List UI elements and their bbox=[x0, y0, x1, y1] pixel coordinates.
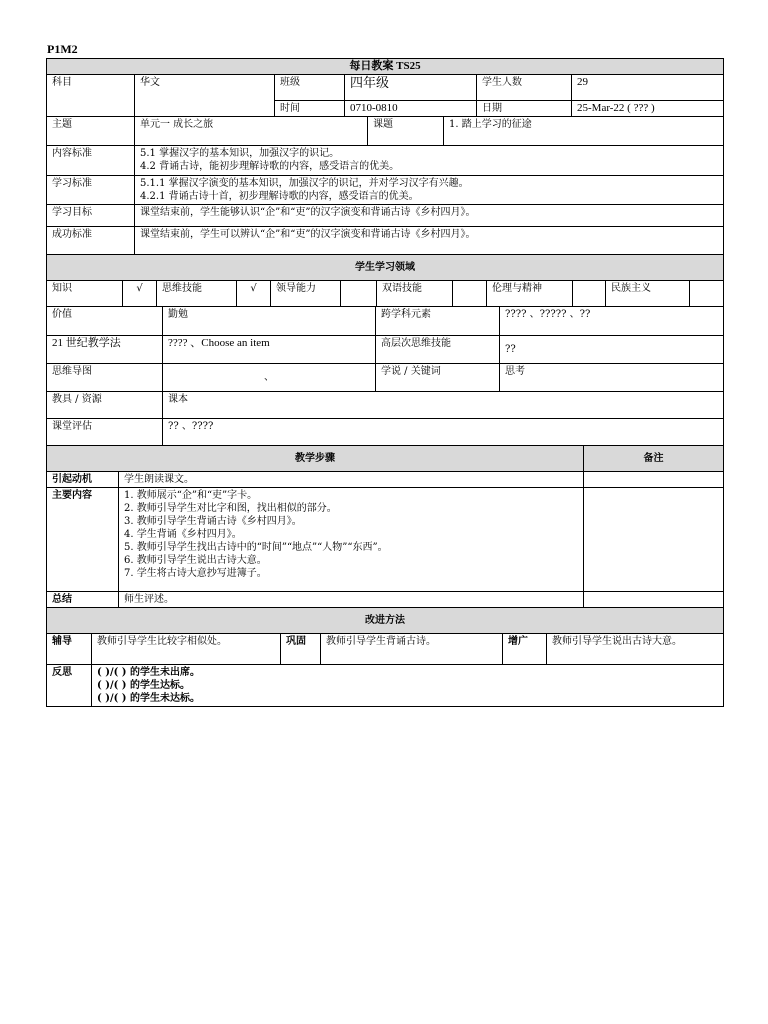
subject-value[interactable]: 华文 bbox=[135, 75, 275, 117]
content-standard-value[interactable] bbox=[135, 145, 724, 175]
enrichment-label: 增广 bbox=[503, 634, 547, 664]
time-label: 时间 bbox=[275, 101, 345, 117]
theme-label: 主题 bbox=[47, 117, 135, 145]
content-standard-line: 4.2 背诵古诗，能初步理解诗歌的内容，感受语言的优美。 bbox=[140, 160, 400, 172]
domain-label-bilingual: 双语技能 bbox=[377, 281, 453, 307]
improvement-table bbox=[46, 634, 724, 707]
reflection-value[interactable] bbox=[92, 664, 724, 706]
learning-standard-line: 4.2.1 背诵古诗十首，初步理解诗歌的内容，感受语言的优美。 bbox=[140, 190, 419, 202]
main-step: 6. 教师引导学生说出古诗大意。 bbox=[124, 555, 267, 566]
theme-value[interactable]: 单元一 成长之旅 bbox=[135, 117, 368, 145]
theory-label: 学说 / 关键词 bbox=[376, 363, 500, 391]
success-criteria-label: 成功标准 bbox=[47, 226, 135, 254]
summary-label: 总结 bbox=[47, 592, 119, 608]
values-label: 价值 bbox=[47, 307, 163, 335]
hots-label: 高层次思维技能 bbox=[376, 335, 500, 363]
intro-remarks[interactable] bbox=[584, 472, 724, 488]
content-standard-line: 5.1 掌握汉字的基本知识，加强汉字的识记。 bbox=[140, 147, 340, 159]
reinforcement-label: 巩固 bbox=[281, 634, 321, 664]
remedial-label: 辅导 bbox=[47, 634, 92, 664]
main-step: 7. 学生将古诗大意抄写进簿子。 bbox=[124, 568, 267, 579]
learning-standard-label: 学习标准 bbox=[47, 175, 135, 204]
assessment-label: 课堂评估 bbox=[47, 418, 163, 445]
intro-value[interactable]: 学生朗读课文。 bbox=[119, 472, 584, 488]
document-id: P1M2 bbox=[47, 42, 78, 56]
steps-table bbox=[46, 446, 724, 635]
domain-check-thinking[interactable]: √ bbox=[237, 281, 271, 307]
main-content-value[interactable] bbox=[119, 488, 584, 592]
reinforcement-value[interactable]: 教师引导学生背诵古诗。 bbox=[321, 634, 503, 664]
intro-label: 引起动机 bbox=[47, 472, 119, 488]
main-step: 4. 学生背诵《乡村四月》。 bbox=[124, 529, 242, 540]
main-step: 3. 教师引导学生背诵古诗《乡村四月》。 bbox=[124, 516, 302, 527]
summary-remarks[interactable] bbox=[584, 592, 724, 608]
domain-label-nationalism: 民族主义 bbox=[606, 281, 690, 307]
student-count-label: 学生人数 bbox=[477, 75, 572, 101]
values-value[interactable]: 勤勉 bbox=[163, 307, 376, 335]
objective-value[interactable]: 课堂结束前，学生能够认识“企”和“吏”的汉字演变和背诵古诗《乡村四月》。 bbox=[135, 204, 724, 226]
steps-header: 教学步骤 bbox=[47, 446, 584, 472]
learning-standard-line: 5.1.1 掌握汉字演变的基本知识，加强汉字的识记，并对学习汉字有兴趣。 bbox=[140, 177, 469, 189]
content-standard-label: 内容标准 bbox=[47, 145, 135, 175]
lesson-value[interactable]: 1. 踏上学习的征途 bbox=[444, 117, 724, 145]
resources-label: 教具 / 资源 bbox=[47, 391, 163, 418]
domain-check-nationalism[interactable] bbox=[690, 281, 724, 307]
lesson-label: 课题 bbox=[368, 117, 444, 145]
domain-label-ethics: 伦理与精神 bbox=[487, 281, 573, 307]
mind-map-label: 思维导图 bbox=[47, 363, 163, 391]
reflection-line: ( )/( ) 的学生未达标。 bbox=[97, 692, 201, 704]
student-count-value[interactable]: 29 bbox=[572, 75, 724, 101]
domain-label-thinking: 思维技能 bbox=[157, 281, 237, 307]
c21-label: 21 世纪教学法 bbox=[47, 335, 163, 363]
domain-label-knowledge: 知识 bbox=[47, 281, 123, 307]
reflection-label: 反思 bbox=[47, 664, 92, 706]
objective-label: 学习目标 bbox=[47, 204, 135, 226]
main-step: 1. 教师展示“企”和“吏”字卡。 bbox=[124, 490, 258, 501]
time-value[interactable]: 0710-0810 bbox=[345, 101, 477, 117]
mind-map-value[interactable]: 、 bbox=[163, 363, 376, 391]
plan-title: 每日教案 TS25 bbox=[47, 59, 724, 75]
domain-label-leadership: 领导能力 bbox=[271, 281, 341, 307]
main-step: 2. 教师引导学生对比字和图，找出相似的部分。 bbox=[124, 503, 337, 514]
domain-check-ethics[interactable] bbox=[573, 281, 606, 307]
domain-check-knowledge[interactable]: √ bbox=[123, 281, 157, 307]
learning-standard-value[interactable] bbox=[135, 175, 724, 204]
learning-domain-header: 学生学习领域 bbox=[47, 254, 724, 280]
standards-table bbox=[46, 117, 724, 281]
resources-value[interactable]: 课本 bbox=[163, 391, 724, 418]
cross-curricular-value[interactable]: ???? 、????? 、?? bbox=[500, 307, 724, 335]
reflection-line: ( )/( ) 的学生达标。 bbox=[97, 679, 191, 691]
class-value[interactable]: 四年级 bbox=[345, 75, 477, 101]
cross-curricular-label: 跨学科元素 bbox=[376, 307, 500, 335]
hots-value[interactable]: ?? bbox=[500, 335, 724, 363]
theory-value[interactable]: 思考 bbox=[500, 363, 724, 391]
date-label: 日期 bbox=[477, 101, 572, 117]
lesson-plan-sheet bbox=[46, 58, 723, 707]
summary-value[interactable]: 师生评述。 bbox=[119, 592, 584, 608]
success-criteria-value[interactable]: 课堂结束前，学生可以辨认“企”和“吏”的汉字演变和背诵古诗《乡村四月》。 bbox=[135, 226, 724, 254]
domain-check-bilingual[interactable] bbox=[453, 281, 487, 307]
c21-value[interactable]: ???? 、Choose an item bbox=[163, 335, 376, 363]
remarks-header: 备注 bbox=[584, 446, 724, 472]
main-step: 5. 教师引导学生找出古诗中的“时间”“地点”“人物”“东西”。 bbox=[124, 542, 388, 553]
elements-table bbox=[46, 307, 724, 446]
assessment-value[interactable]: ?? 、???? bbox=[163, 418, 724, 445]
improvement-header: 改进方法 bbox=[47, 608, 724, 634]
domain-table bbox=[46, 281, 724, 308]
enrichment-value[interactable]: 教师引导学生说出古诗大意。 bbox=[547, 634, 724, 664]
date-value[interactable]: 25-Mar-22 ( ??? ) bbox=[572, 101, 724, 117]
main-content-label: 主要内容 bbox=[47, 488, 119, 592]
remedial-value[interactable]: 教师引导学生比较字相似处。 bbox=[92, 634, 281, 664]
info-table bbox=[46, 58, 724, 117]
domain-check-leadership[interactable] bbox=[341, 281, 377, 307]
main-content-remarks[interactable] bbox=[584, 488, 724, 592]
class-label: 班级 bbox=[275, 75, 345, 101]
subject-label: 科目 bbox=[47, 75, 135, 117]
reflection-line: ( )/( ) 的学生未出席。 bbox=[97, 666, 201, 678]
